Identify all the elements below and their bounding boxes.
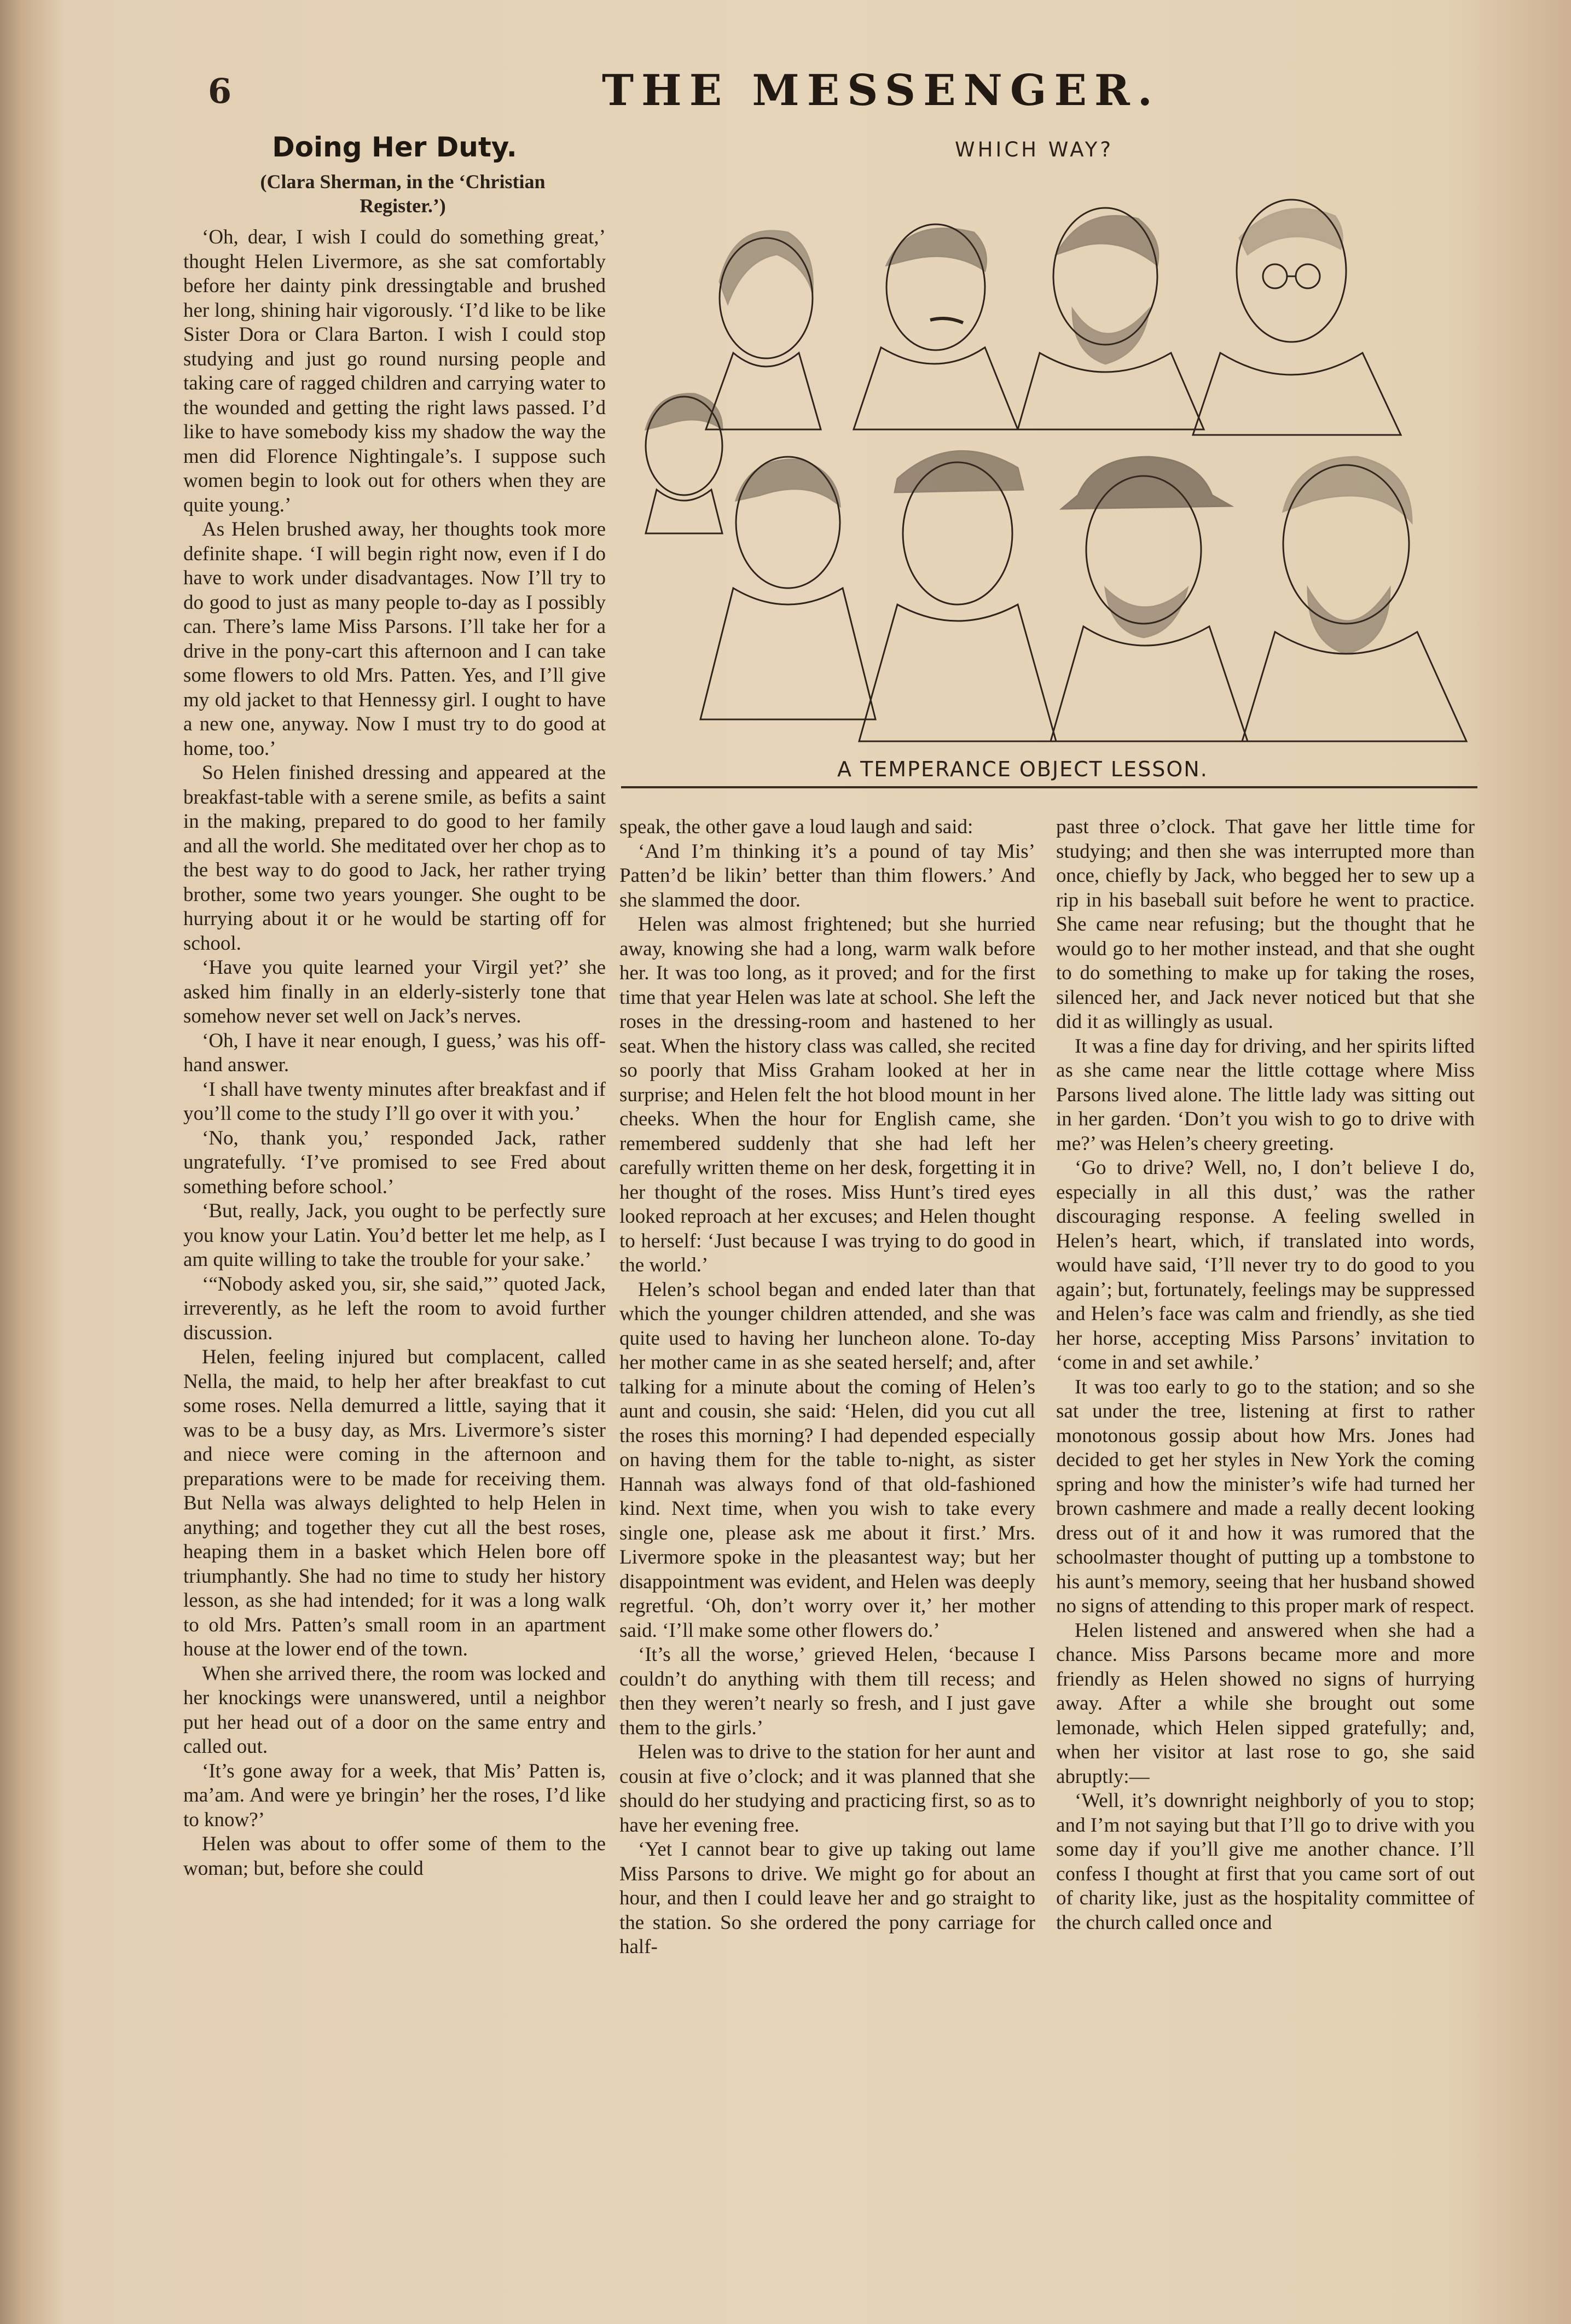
paragraph: ‘“Nobody asked you, sir, she said,”’ quoted Jack, irreverently, as he left the room to avoid further discussion. xyxy=(183,1273,606,1344)
paragraph: When she arrived there, the room was locked and her knockings were unanswered, until a neighbor put her head out of a door on the same entry and called out. xyxy=(183,1662,606,1758)
portrait-child xyxy=(646,394,722,533)
paragraph: It was too early to go to the station; and so she sat under the tree, listening at first to rather monotonous gossip about how Mrs. Jones had decided to get her styles in New York the coming spring and how the minister’s wife had turned her brown cashmere and made a really decent looking dress out of it and how it was rumored that the schoolmaster thought of putting up a tombstone to his aunt’s memory, seeing that her husband showed no signs of attending to this proper mark of respect. xyxy=(1056,1375,1475,1617)
paragraph: ‘Oh, I have it near enough, I guess,’ was his off-hand answer. xyxy=(183,1029,606,1076)
paragraph: As Helen brushed away, her thoughts took more definite shape. ‘I will begin right now, even if I do have to work under disadvantages. Now I’ll try to do good to just as many people to-day as I possibly can. There’s lame Miss Parsons. I’ll take her for a drive in the pony-cart this afternoon and I can take some flowers to old Mrs. Patten. Yes, and I’ll give my old jacket to that Hennessy girl. I ought to have a new one, anyway. Now I must try to do good at home, too.’ xyxy=(183,518,606,760)
masthead-title: THE MESSENGER. xyxy=(602,66,1160,115)
paragraph: Helen was about to offer some of them to the woman; but, before she could xyxy=(183,1833,606,1880)
paragraph: past three o’clock. That gave her little time for studying; and then she was interrupted more than once, chiefly by Jack, who begged her to sew up a rip in his baseball suit before he went to practice. She came near refusing; but the thought that he would go to her mother instead, and that she ought to do something to make up for taking the roses, silenced her, and Jack never noticed but that she did it as willingly as usual. xyxy=(1056,816,1475,1033)
portrait-young-man-mustache xyxy=(854,224,1018,429)
portrait-man-hat xyxy=(1051,457,1248,741)
portrait-young-woman xyxy=(706,231,821,429)
paragraph: speak, the other gave a loud laugh and said: xyxy=(619,816,973,838)
article-title: Doing Her Duty. xyxy=(272,131,517,163)
paragraph: ‘I shall have twenty minutes after breakfast and if you’ll come to the study I’ll go over it with you.’ xyxy=(183,1078,606,1125)
paragraph: ‘No, thank you,’ responded Jack, rather ungratefully. ‘I’ve promised to see Fred about something before school.’ xyxy=(183,1126,606,1198)
middle-column xyxy=(619,815,1035,2281)
page-header xyxy=(208,66,1439,126)
paragraph: ‘Oh, dear, I wish I could do something great,’ thought Helen Livermore, as she sat comfortably before her dainty pink dressingtable and brushed her long, shining hair vigorously. ‘I’d like to be like Sister Dora or Clara Barton. I wish I could stop studying and just go round nursing people and taking care of ragged children and carrying water to the wounded and getting the right laws passed. I’d like to have somebody kiss my shadow the way the men did Florence Nightingale’s. I suppose such women begin to look out for others when they are quite young.’ xyxy=(183,226,606,516)
right-column-text xyxy=(1056,815,1475,1935)
article-byline: (Clara Sherman, in the ‘Christian Register.’) xyxy=(260,171,546,217)
paragraph: ‘Have you quite learned your Virgil yet?’ she asked him finally in an elderly-sisterly tone that somehow never set well on Jack’s nerves. xyxy=(183,956,606,1027)
left-column-text xyxy=(183,225,606,1881)
paragraph: Helen’s school began and ended later than that which the younger children attended, and she was quite used to having her luncheon alone. To-day her mother came in as she seated herself; and, after talking for a minute about the coming of Helen’s aunt and cousin, she said: ‘Helen, did you cut all the roses this morning? I had depended especially on having them for the table to-night, as sister Hannah was always fond of that old-fashioned kind. Next time, when you wish to take every single one, please ask me about it first.’ Mrs. Livermore spoke in the pleasantest way; but her disappointment was evident, and Helen was deeply regretful. ‘Oh, don’t worry over it,’ her mother said. ‘I’ll make some other flowers do.’ xyxy=(619,1278,1035,1642)
paragraph: ‘Yet I cannot bear to give up taking out lame Miss Parsons to drive. We might go for about an hour, and then I could leave her and go straight to the station. So she ordered the pony carriage for half- xyxy=(619,1838,1035,1958)
illustration-top-caption: WHICH WAY? xyxy=(955,138,1114,161)
paragraph: ‘Go to drive? Well, no, I don’t believe I do, especially in all this dust,’ was the rather discouraging response. A feeling swelled in Helen’s heart, which, if translated into words, would have said, ‘I’ll never try to do good to you again’; but, fortunately, feelings may be suppressed and Helen’s face was calm and friendly, as she tied her horse, accepting Miss Parsons’ invitation to ‘come in and set awhile.’ xyxy=(1056,1157,1475,1374)
portrait-old-drunkard xyxy=(1242,457,1466,741)
portrait-man-cap xyxy=(859,451,1056,741)
temperance-illustration xyxy=(624,172,1477,752)
illustration-bottom-caption: A TEMPERANCE OBJECT LESSON. xyxy=(837,757,1208,781)
paragraph: ‘It’s gone away for a week, that Mis’ Patten is, ma’am. And were ye bringin’ her the roses, I’d like to know?’ xyxy=(183,1759,606,1831)
portrait-bearded-man xyxy=(1018,208,1204,429)
paragraph: Helen, feeling injured but complacent, called Nella, the maid, to help her after breakfast to cut some roses. Nella demurred a little, saying that it was to be a busy day, as Mrs. Livermore’s sister and niece were coming in the afternoon and preparations were to be made for receiving them. But Nella was always delighted to help Helen in anything; and together they cut all the best roses, heaping them in a basket which Helen bore off triumphantly. She had no time to study her history lesson, as she had intended; for it was a long walk to old Mrs. Patten’s small room in an apartment house at the lower end of the town. xyxy=(183,1346,606,1660)
paragraph: Helen listened and answered when she had a chance. Miss Parsons became more and more friendly as Helen showed no signs of hurrying away. After a while she brought out some lemonade, which Helen sipped gratefully; and, when her visitor at last rose to go, she said abruptly:— xyxy=(1056,1619,1475,1788)
paragraph: So Helen finished dressing and appeared at the breakfast-table with a serene smile, as befits a saint in the making, prepared to do good to her family and all the world. She meditated over her chop as to the best way to do good to Jack, her rather trying brother, some two years younger. She ought to be hurrying about it or he would be starting off for school. xyxy=(183,762,606,955)
paragraph: ‘It’s all the worse,’ grieved Helen, ‘because I couldn’t do anything with them till recess; and then they weren’t nearly so fresh, and I just gave them to the girls.’ xyxy=(619,1643,1035,1739)
horizontal-rule xyxy=(621,786,1477,788)
paragraph: ‘And I’m thinking it’s a pound of tay Mis’ Patten’d be likin’ better than thim flowers.’ And she slammed the door. xyxy=(619,840,1035,911)
paragraph: ‘Well, it’s downright neighborly of you to stop; and I’m not saying but that I’ll go to drive with you some day if you’ll give me another chance. I’ll confess I thought at first that you came sort of out of charity like, just as the hospitality committee of the church called once and xyxy=(1056,1790,1475,1934)
paragraph: Helen was to drive to the station for her aunt and cousin at five o’clock; and it was planned that she should do her studying and practicing first, so as to have her evening free. xyxy=(619,1741,1035,1837)
right-column xyxy=(1056,815,1475,2281)
page-number: 6 xyxy=(208,71,232,111)
portrait-young-boy xyxy=(700,457,876,719)
paragraph: ‘But, really, Jack, you ought to be perfectly sure you know your Latin. You’d better let me help, as I am quite willing to take the trouble for your sake.’ xyxy=(183,1200,606,1271)
left-column xyxy=(183,131,606,2276)
portrait-old-man-glasses xyxy=(1193,200,1401,435)
middle-column-text xyxy=(619,815,1035,1960)
paragraph: It was a fine day for driving, and her spirits lifted as she came near the little cottage where Miss Parsons lived alone. The little lady was sitting out in her garden. ‘Don’t you wish to go to drive with me?’ was Helen’s cheery greeting. xyxy=(1056,1035,1475,1155)
paragraph: Helen was almost frightened; but she hurried away, knowing she had a long, warm walk before her. It was too long, as it proved; and for the first time that year Helen was late at school. She left the roses in the dressing-room and hastened to her seat. When the history class was called, she recited so poorly that Miss Graham looked at her in surprise; and Helen felt the hot blood mount in her cheeks. When the hour for English came, she remembered suddenly that she had left her carefully written theme on her desk, forgetting it in her thought of the roses. Miss Hunt’s tired eyes looked reproach at her excuses; and Helen thought to herself: ‘Just because I was trying to do good in the world.’ xyxy=(619,913,1035,1276)
